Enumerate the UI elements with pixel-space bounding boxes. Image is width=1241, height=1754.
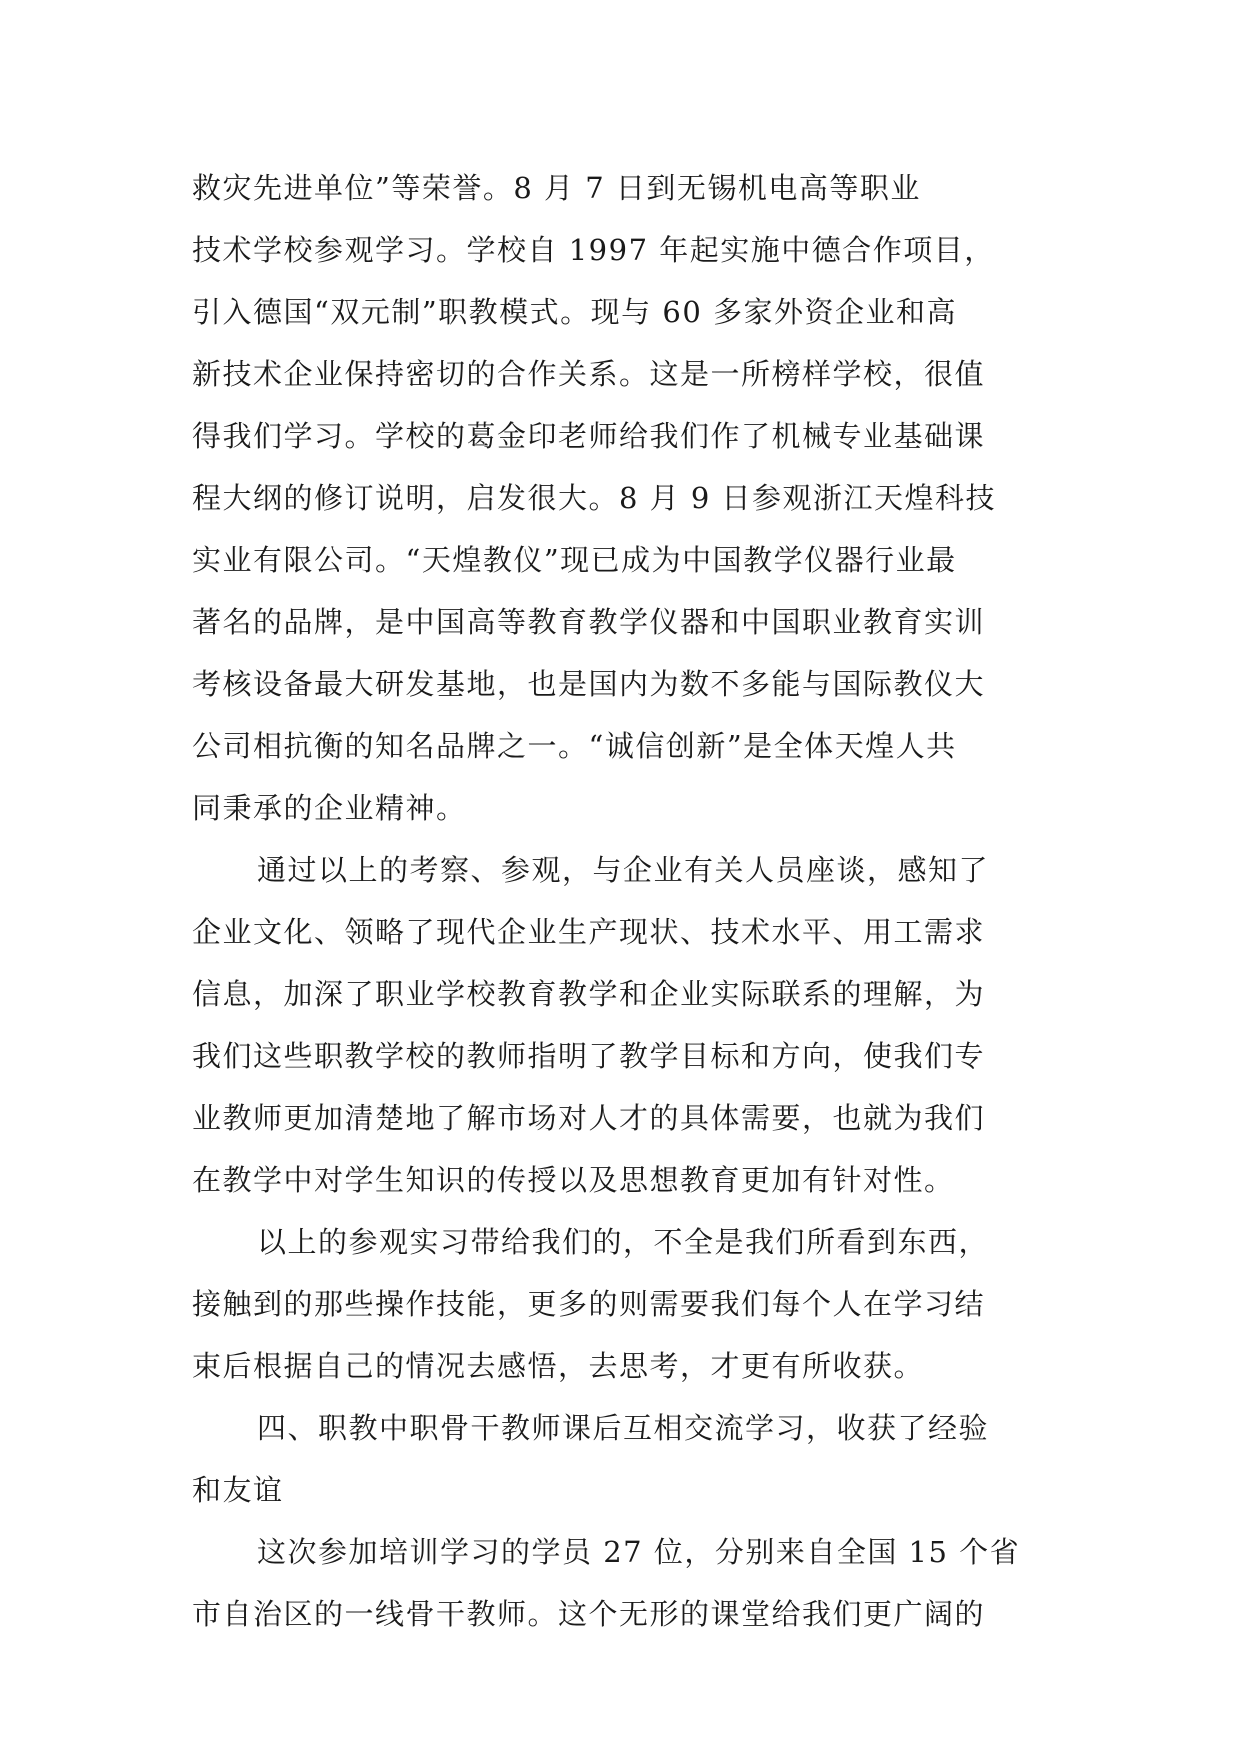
document-body — [192, 157, 1052, 1645]
paragraph-first-line: 这次参加培训学习的学员 27 位，分别来自全国 15 个省 — [257, 1535, 1021, 1569]
text-line: 接触到的那些操作技能，更多的则需要我们每个人在学习结 — [192, 1287, 986, 1321]
text-line: 技术学校参观学习。学校自 1997 年起实施中德合作项目， — [192, 233, 995, 267]
text-line: 公司相抗衡的知名品牌之一。“诚信创新”是全体天煌人共 — [192, 729, 957, 763]
paragraph-first-line: 通过以上的考察、参观，与企业有关人员座谈，感知了 — [257, 853, 990, 887]
paragraph-first-line: 以上的参观实习带给我们的，不全是我们所看到东西， — [257, 1225, 990, 1259]
section-heading-continued: 和友谊 — [192, 1473, 284, 1507]
text-line: 在教学中对学生知识的传授以及思想教育更加有针对性。 — [192, 1163, 955, 1197]
text-line: 同秉承的企业精神。 — [192, 791, 467, 825]
text-line: 考核设备最大研发基地，也是国内为数不多能与国际教仪大 — [192, 667, 986, 701]
text-line: 程大纲的修订说明，启发很大。8 月 9 日参观浙江天煌科技 — [192, 481, 997, 515]
text-line: 新技术企业保持密切的合作关系。这是一所榜样学校，很值 — [192, 357, 986, 391]
section-heading: 四、职教中职骨干教师课后互相交流学习，收获了经验 — [257, 1411, 990, 1445]
text-line: 束后根据自己的情况去感悟，去思考，才更有所收获。 — [192, 1349, 925, 1383]
text-line: 我们这些职教学校的教师指明了教学目标和方向，使我们专 — [192, 1039, 986, 1073]
text-line: 著名的品牌，是中国高等教育教学仪器和中国职业教育实训 — [192, 605, 986, 639]
text-line: 救灾先进单位”等荣誉。8 月 7 日到无锡机电高等职业 — [192, 171, 921, 205]
text-line: 引入德国“双元制”职教模式。现与 60 多家外资企业和高 — [192, 295, 957, 329]
text-line: 企业文化、领略了现代企业生产现状、技术水平、用工需求 — [192, 915, 986, 949]
text-line: 市自治区的一线骨干教师。这个无形的课堂给我们更广阔的 — [192, 1597, 986, 1631]
text-line: 得我们学习。学校的葛金印老师给我们作了机械专业基础课 — [192, 419, 986, 453]
text-line: 业教师更加清楚地了解市场对人才的具体需要，也就为我们 — [192, 1101, 986, 1135]
text-line: 实业有限公司。“天煌教仪”现已成为中国教学仪器行业最 — [192, 543, 957, 577]
text-line: 信息，加深了职业学校教育教学和企业实际联系的理解，为 — [192, 977, 986, 1011]
